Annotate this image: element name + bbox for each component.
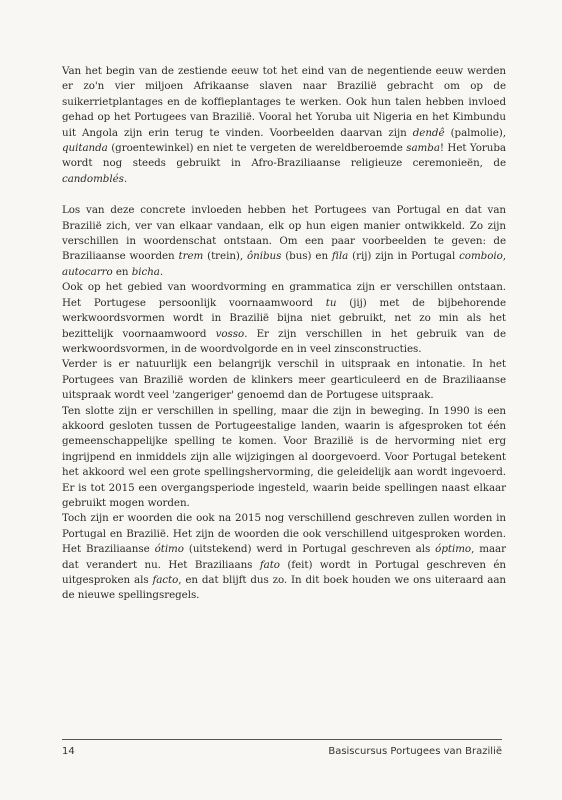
italic-term: ônibus — [246, 250, 282, 263]
text-run: . Er zijn verschillen in het gebruik van de werkwoordsvormen, in de woordvolgorde en in veel zinsconstructies. — [62, 327, 506, 355]
text-run: (rij) zijn in Portugal — [348, 250, 460, 263]
body-text — [62, 64, 506, 604]
italic-term: facto — [152, 574, 179, 586]
text-run: , — [502, 250, 506, 263]
running-title: Basiscursus Portugees van Brazilië — [328, 746, 502, 757]
paragraph-pronunciation — [62, 357, 506, 403]
text-run: , en dat blijft dus zo. In dit boek houden we ons uiteraard aan de nieuwe spellingsregels. — [62, 574, 506, 602]
italic-term: fila — [331, 250, 349, 263]
text-run: (trein), — [203, 250, 247, 263]
paragraph-vocabulary — [62, 203, 506, 280]
paragraph-spelling — [62, 404, 506, 512]
text-run: (groentewinkel) en niet te vergeten de wereldberoemde — [107, 142, 407, 155]
text-run: . — [123, 172, 128, 185]
text-run: (bus) en — [281, 250, 332, 263]
italic-term: comboio — [459, 250, 503, 263]
text-run: Ook op het gebied van woordvorming en grammatica zijn er verschillen ontstaan. Het Portugese persoonlijk voornaamwoord — [62, 281, 506, 309]
italic-term: ótimo — [154, 543, 184, 556]
paragraph-grammar — [62, 280, 506, 357]
text-run: Ten slotte zijn er verschillen in spelling, maar die zijn in beweging. In 1990 is een akkoord gesloten tussen de Portugeestalige landen, waarin is afgesproken tot één gemeenschappelijke spelling te komen. Voor Brazilië is de hervorming niet erg ingrijpend en inmiddels zijn alle wijzigingen al doorgevoerd. Voor Portugal betekent het akkoord wel een grote spellingshervorming, die geleidelijk aan wordt ingevoerd. Er is tot 2015 een overgangsperiode ingesteld, waarin beide spellingen naast elkaar gebruikt mogen worden. — [62, 404, 506, 509]
footer-rule — [62, 739, 502, 740]
text-run: Van het begin van de zestiende eeuw tot het eind van de negentiende eeuw werden er zo'n vier miljoen Afrikaanse slaven naar Brazilië gebracht om op de suikerrietplantages en de koffieplantages te werken. Ook hun talen hebben invloed gehad op het Portugees van Brazilië. Vooral het Yoruba uit Nigeria en het Kimbundu uit Angola zijn erin terug te vinden. Voorbeelden daarvan zijn — [62, 65, 506, 139]
italic-term: bicha — [131, 265, 160, 278]
text-run: (jij) met de bijbehorende werkwoordsvormen wordt in Brazilië bijna niet gebruikt, net zo min als het bezittelijk voornaamwoord — [62, 296, 506, 340]
italic-term: dendê — [412, 126, 445, 139]
text-run: , maar dat verandert nu. Het Braziliaans — [62, 543, 506, 571]
italic-term: vosso — [215, 327, 245, 340]
paragraph-spelling-exceptions — [62, 511, 506, 603]
text-run: Verder is er natuurlijk een belangrijk verschil in uitspraak en intonatie. In het Portugees van Brazilië worden de klinkers meer gearticuleerd en de Braziliaanse uitspraak wordt veel 'zangeriger' genoemd dan de Portugese uitspraak. — [62, 358, 506, 402]
page-number: 14 — [62, 746, 75, 757]
italic-term: samba — [406, 142, 440, 155]
text-run: . — [159, 265, 164, 278]
text-run: (uitstekend) werd in Portugal geschreven als — [183, 543, 436, 556]
paragraph-gap — [62, 187, 506, 203]
text-run: (palmolie), — [444, 126, 506, 139]
text-run: (feit) wordt in Portugal geschreven én uitgesproken als — [62, 558, 506, 586]
italic-term: candomblés — [62, 172, 124, 185]
text-run: ! Het Yoruba wordt nog steeds gebruikt in Afro-Braziliaanse religieuze ceremonieën, de — [62, 142, 506, 170]
italic-term: quitanda — [62, 142, 108, 155]
italic-term: trem — [178, 250, 204, 263]
text-run: Toch zijn er woorden die ook na 2015 nog verschillend geschreven zullen worden in Portugal en Brazilië. Het zijn de woorden die ook verschillend uitgesproken worden. Het Braziliaanse — [62, 512, 506, 556]
italic-term: tu — [325, 296, 337, 309]
paragraph-slaves-influence — [62, 64, 506, 187]
italic-term: autocarro — [62, 265, 113, 278]
italic-term: óptimo — [435, 543, 472, 556]
text-run: en — [112, 265, 132, 278]
text-run: Los van deze concrete invloeden hebben het Portugees van Portugal en dat van Brazilië zich, ver van elkaar vandaan, elk op hun eigen manier ontwikkeld. Zo zijn verschillen in woordenschat ontstaan. Om een paar voorbeelden te geven: de Braziliaanse woorden — [62, 204, 506, 263]
italic-term: fato — [259, 558, 280, 571]
